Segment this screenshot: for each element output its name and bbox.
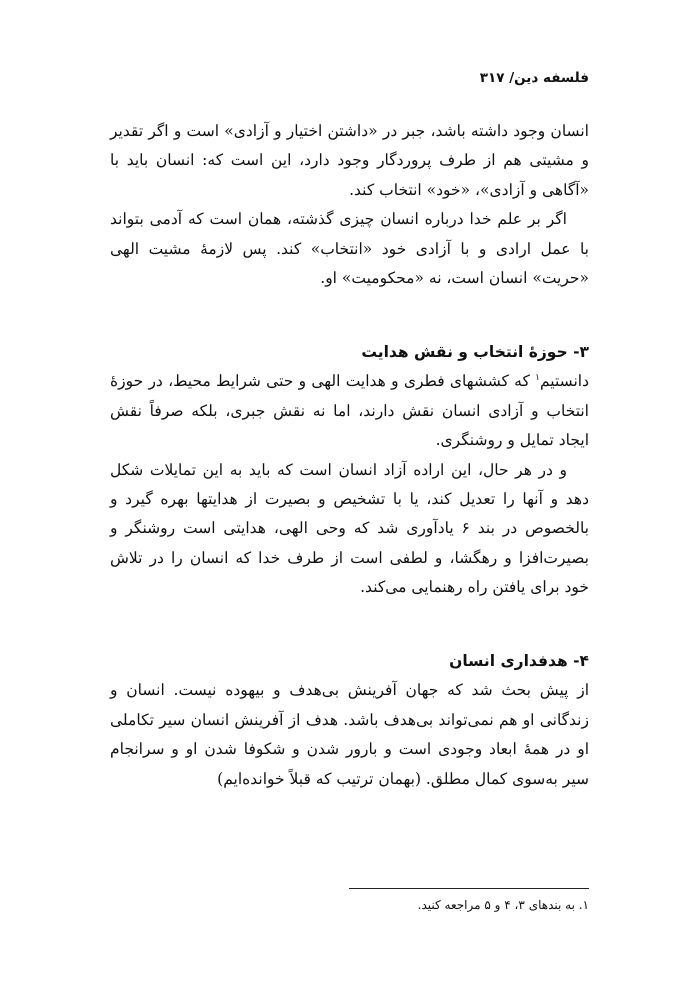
intro-section — [110, 117, 589, 293]
section-heading: ۳- حوزهٔ انتخاب و نقش هدایت — [361, 343, 589, 361]
section-3 — [110, 338, 589, 603]
paragraph — [110, 367, 589, 455]
paragraph-text: دانستیم — [539, 372, 589, 391]
footnote-reference[interactable]: ۱ — [535, 373, 540, 384]
section-4 — [110, 647, 589, 794]
paragraph: و در هر حال، این اراده آزاد انسان است که باید به این تمایلات شکل دهد و آنها را تعدیل کند، یا با تشخیص و بصیرت از هدایتها بهره گیرد و بالخصوص در بند ۶ یادآوری شد که وحی الهی، هدایتی است روشنگر و بصیرت‌افزا و رهگشا، و لطفی است از طرف خدا که انسان را در تلاش خود برای یافتن راه رهنمایی می‌کند. — [110, 460, 589, 597]
paragraph: اگر بر علم خدا درباره انسان چیزی گذشته، همان است که آدمی بتواند با عمل ارادی و با آزادی خود «انتخاب» کند. پس لازمهٔ مشیت الهی «حریت» انسان است، نه «محکومیت» او. — [110, 210, 589, 288]
section-heading: ۴- هدفداری انسان — [449, 652, 589, 670]
paragraph-text: که کششهای فطری و هدایت الهی و حتی شرایط محیط، در حوزهٔ انتخاب و آزادی انسان نقش دارند، اما نه نقش جبری، بلکه صرفاً نقش ایجاد تمایل و روشنگری. — [110, 372, 589, 450]
footnote-divider — [349, 888, 589, 889]
running-header: فلسفه دین/ ۳۱۷ — [479, 70, 589, 86]
paragraph: انسان وجود داشته باشد، جبر در «داشتن اختیار و آزادی» است و اگر تقدیر و مشیتی هم از طرف پروردگار وجود دارد، این است که: انسان باید با «آگاهی و آزادی»، «خود» انتخاب کند. — [110, 122, 589, 199]
footnote: ۱. به بندهای ۳، ۴ و ۵ مراجعه کنید. — [417, 898, 589, 912]
paragraph: از پیش بحث شد که جهان آفرینش بی‌هدف و بیهوده نیست. انسان و زندگانی او هم نمی‌تواند بی‌هدف باشد. هدف از آفرینش انسان سیر تکاملی او در همهٔ ابعاد وجودی است و بارور شدن و شکوفا شدن او و سرانجام سیر به‌سوی کمال مطلق. (بهمان ترتیب که قبلاً خوانده‌ایم) — [110, 681, 589, 788]
